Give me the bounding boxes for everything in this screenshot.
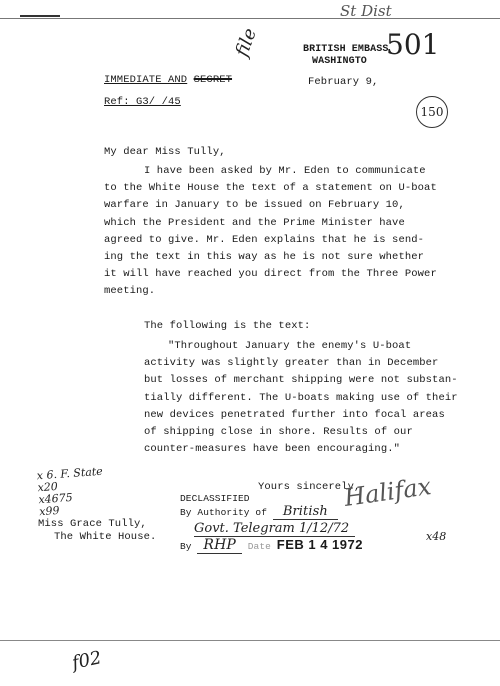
paragraph-2: The following is the text:: [144, 320, 311, 332]
handwritten-dist-note: St Dist: [340, 2, 392, 20]
paragraph-1-line: warfare in January to be issued on February 10,: [104, 199, 405, 212]
declassified-title: DECLASSIFIED: [180, 493, 250, 504]
declassified-authority: [180, 505, 338, 519]
classification-struck: SECRET: [193, 74, 233, 86]
classification: [104, 74, 232, 86]
quote-line: tially different. The U-boats making use of their: [144, 391, 458, 404]
handwritten-distribution-notes: [36, 466, 105, 518]
reference-number: Ref: G3/ /45: [104, 96, 181, 108]
date-label: Date: [247, 541, 271, 552]
handwritten-number: 501: [386, 28, 440, 61]
circled-number: [416, 96, 448, 128]
declassified-by-line: [180, 537, 363, 553]
date-value: FEB 1 4 1972: [276, 537, 363, 552]
recipient-name: Miss Grace Tully,: [38, 518, 147, 530]
distribution-note: x4675: [38, 490, 74, 507]
authority-label: By Authority of: [180, 507, 268, 518]
handwritten-right-note: x48: [426, 530, 447, 543]
paragraph-1: [104, 163, 437, 301]
paragraph-1-line: it will have reached you direct from the Three Power: [104, 268, 437, 281]
salutation: My dear Miss Tully,: [104, 146, 226, 158]
quoted-statement: [144, 338, 458, 458]
recipient-place: The White House.: [54, 531, 157, 543]
paragraph-1-line: to the White House the text of a statement on U-boat: [104, 182, 437, 195]
handwritten-bottom-note: f02: [70, 647, 104, 674]
embassy-name: BRITISH EMBASS: [303, 44, 389, 55]
distribution-note: x20: [37, 479, 59, 495]
distribution-note: x99: [38, 503, 60, 519]
bottom-rule: [0, 640, 500, 641]
recipient-block: [38, 518, 156, 544]
paragraph-1-line: I have been asked by Mr. Eden to communicate: [144, 165, 426, 177]
top-rule: [0, 18, 500, 19]
authority-value: British: [273, 504, 338, 520]
top-rule-short: [20, 15, 60, 17]
quote-line: counter-measures have been encouraging.": [144, 443, 401, 456]
by-value: RHP: [197, 537, 241, 554]
quote-line: activity was slightly greater than in December: [144, 357, 439, 370]
declassified-telegram: Govt. Telegram 1/12/72: [194, 521, 355, 537]
closing: Yours sincerely,: [258, 481, 361, 493]
paragraph-1-line: ing the text in this way as he is not sure whether: [104, 251, 425, 264]
paragraph-1-line: agreed to give. Mr. Eden explains that he is send-: [104, 233, 425, 246]
by-label: By: [180, 541, 192, 552]
classification-main: IMMEDIATE AND: [104, 74, 188, 86]
declassified-stamp: [180, 492, 338, 519]
letter-date: February 9,: [308, 76, 379, 88]
signature: Halifax: [342, 472, 433, 512]
quote-line: "Throughout January the enemy's U-boat: [168, 340, 412, 352]
embassy-city: WASHINGTO: [312, 56, 367, 67]
paragraph-1-line: which the President and the Prime Minister have: [104, 216, 405, 229]
handwritten-file-note: file: [231, 25, 261, 60]
distribution-note: x 6. F. State: [36, 464, 104, 483]
circled-number-text: 150: [420, 105, 444, 119]
paragraph-1-line: meeting.: [104, 285, 156, 298]
quote-line: new devices penetrated further into focal areas: [144, 408, 445, 421]
quote-line: but losses of merchant shipping were not substan-: [144, 374, 458, 387]
quote-line: of shipping close in shore. Results of our: [144, 426, 413, 439]
